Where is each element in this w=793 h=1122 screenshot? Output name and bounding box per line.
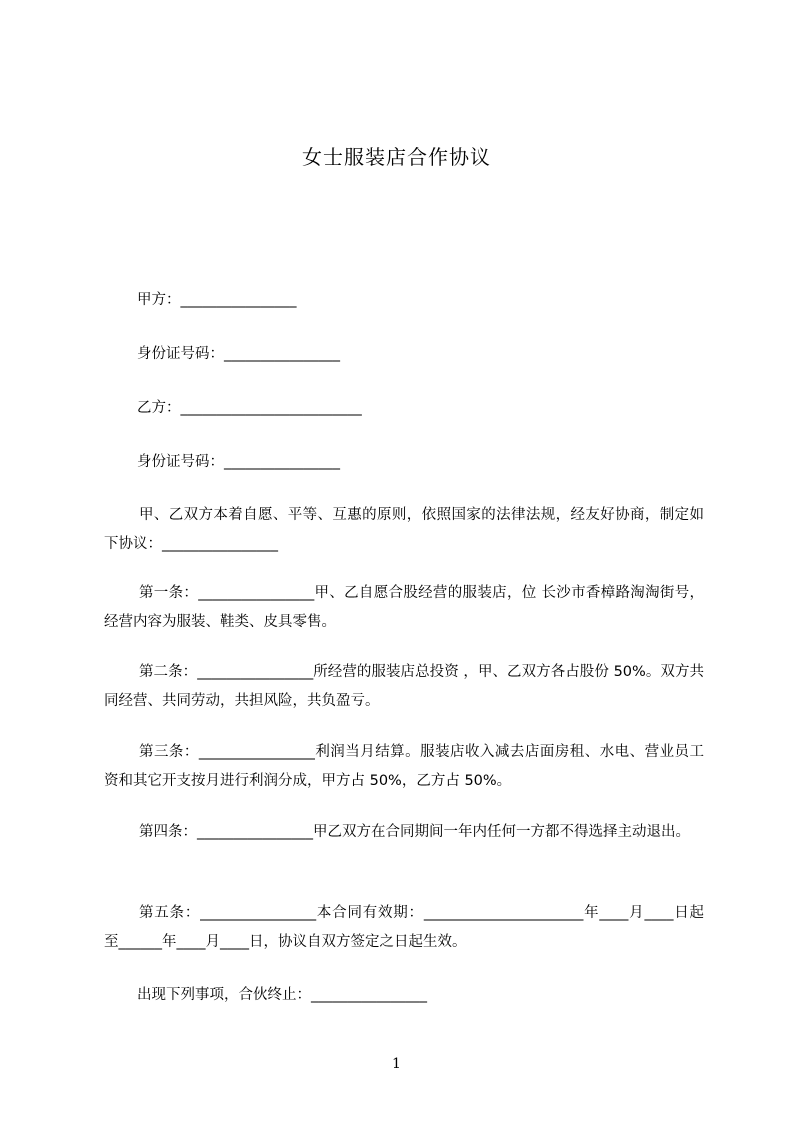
page-number: 1 [392,1056,401,1072]
party-b-id-line: 身份证号码：________________ [137,454,340,470]
party-a-line: 甲方：________________ [137,292,297,308]
party-a-id-line: 身份证号码：________________ [137,346,340,362]
article-3: 第三条：________________利润当月结算。服装店收入减去店面房租、水电、营业员工资和其它开支按月进行利润分成，甲方占 50%，乙方占 50%。 [104,744,704,789]
party-b-line: 乙方：_________________________ [137,400,362,416]
article-1: 第一条：________________甲、乙自愿合股经营的服装店，位 长沙市香樟路淘淘街号，经营内容为服装、鞋类、皮具零售。 [104,585,704,630]
intro-paragraph: 甲、乙双方本着自愿、平等、互惠的原则，依照国家的法律法规，经友好协商，制定如下协议：________________ [104,507,704,552]
article-2: 第二条：________________所经营的服装店总投资 ，甲、乙双方各占股份 50%。双方共同经营、共同劳动，共担风险，共负盈亏。 [104,664,704,709]
article-5: 第五条：________________本合同有效期：______________________年____月____日起至______年____月____日，协议自双方签定之日起生效。 [104,905,704,950]
document-title: 女士服装店合作协议 [302,145,491,169]
termination-line: 出现下列事项，合伙终止：________________ [137,987,427,1003]
article-4: 第四条：________________甲乙双方在合同期间一年内任何一方都不得选择主动退出。 [139,824,690,840]
